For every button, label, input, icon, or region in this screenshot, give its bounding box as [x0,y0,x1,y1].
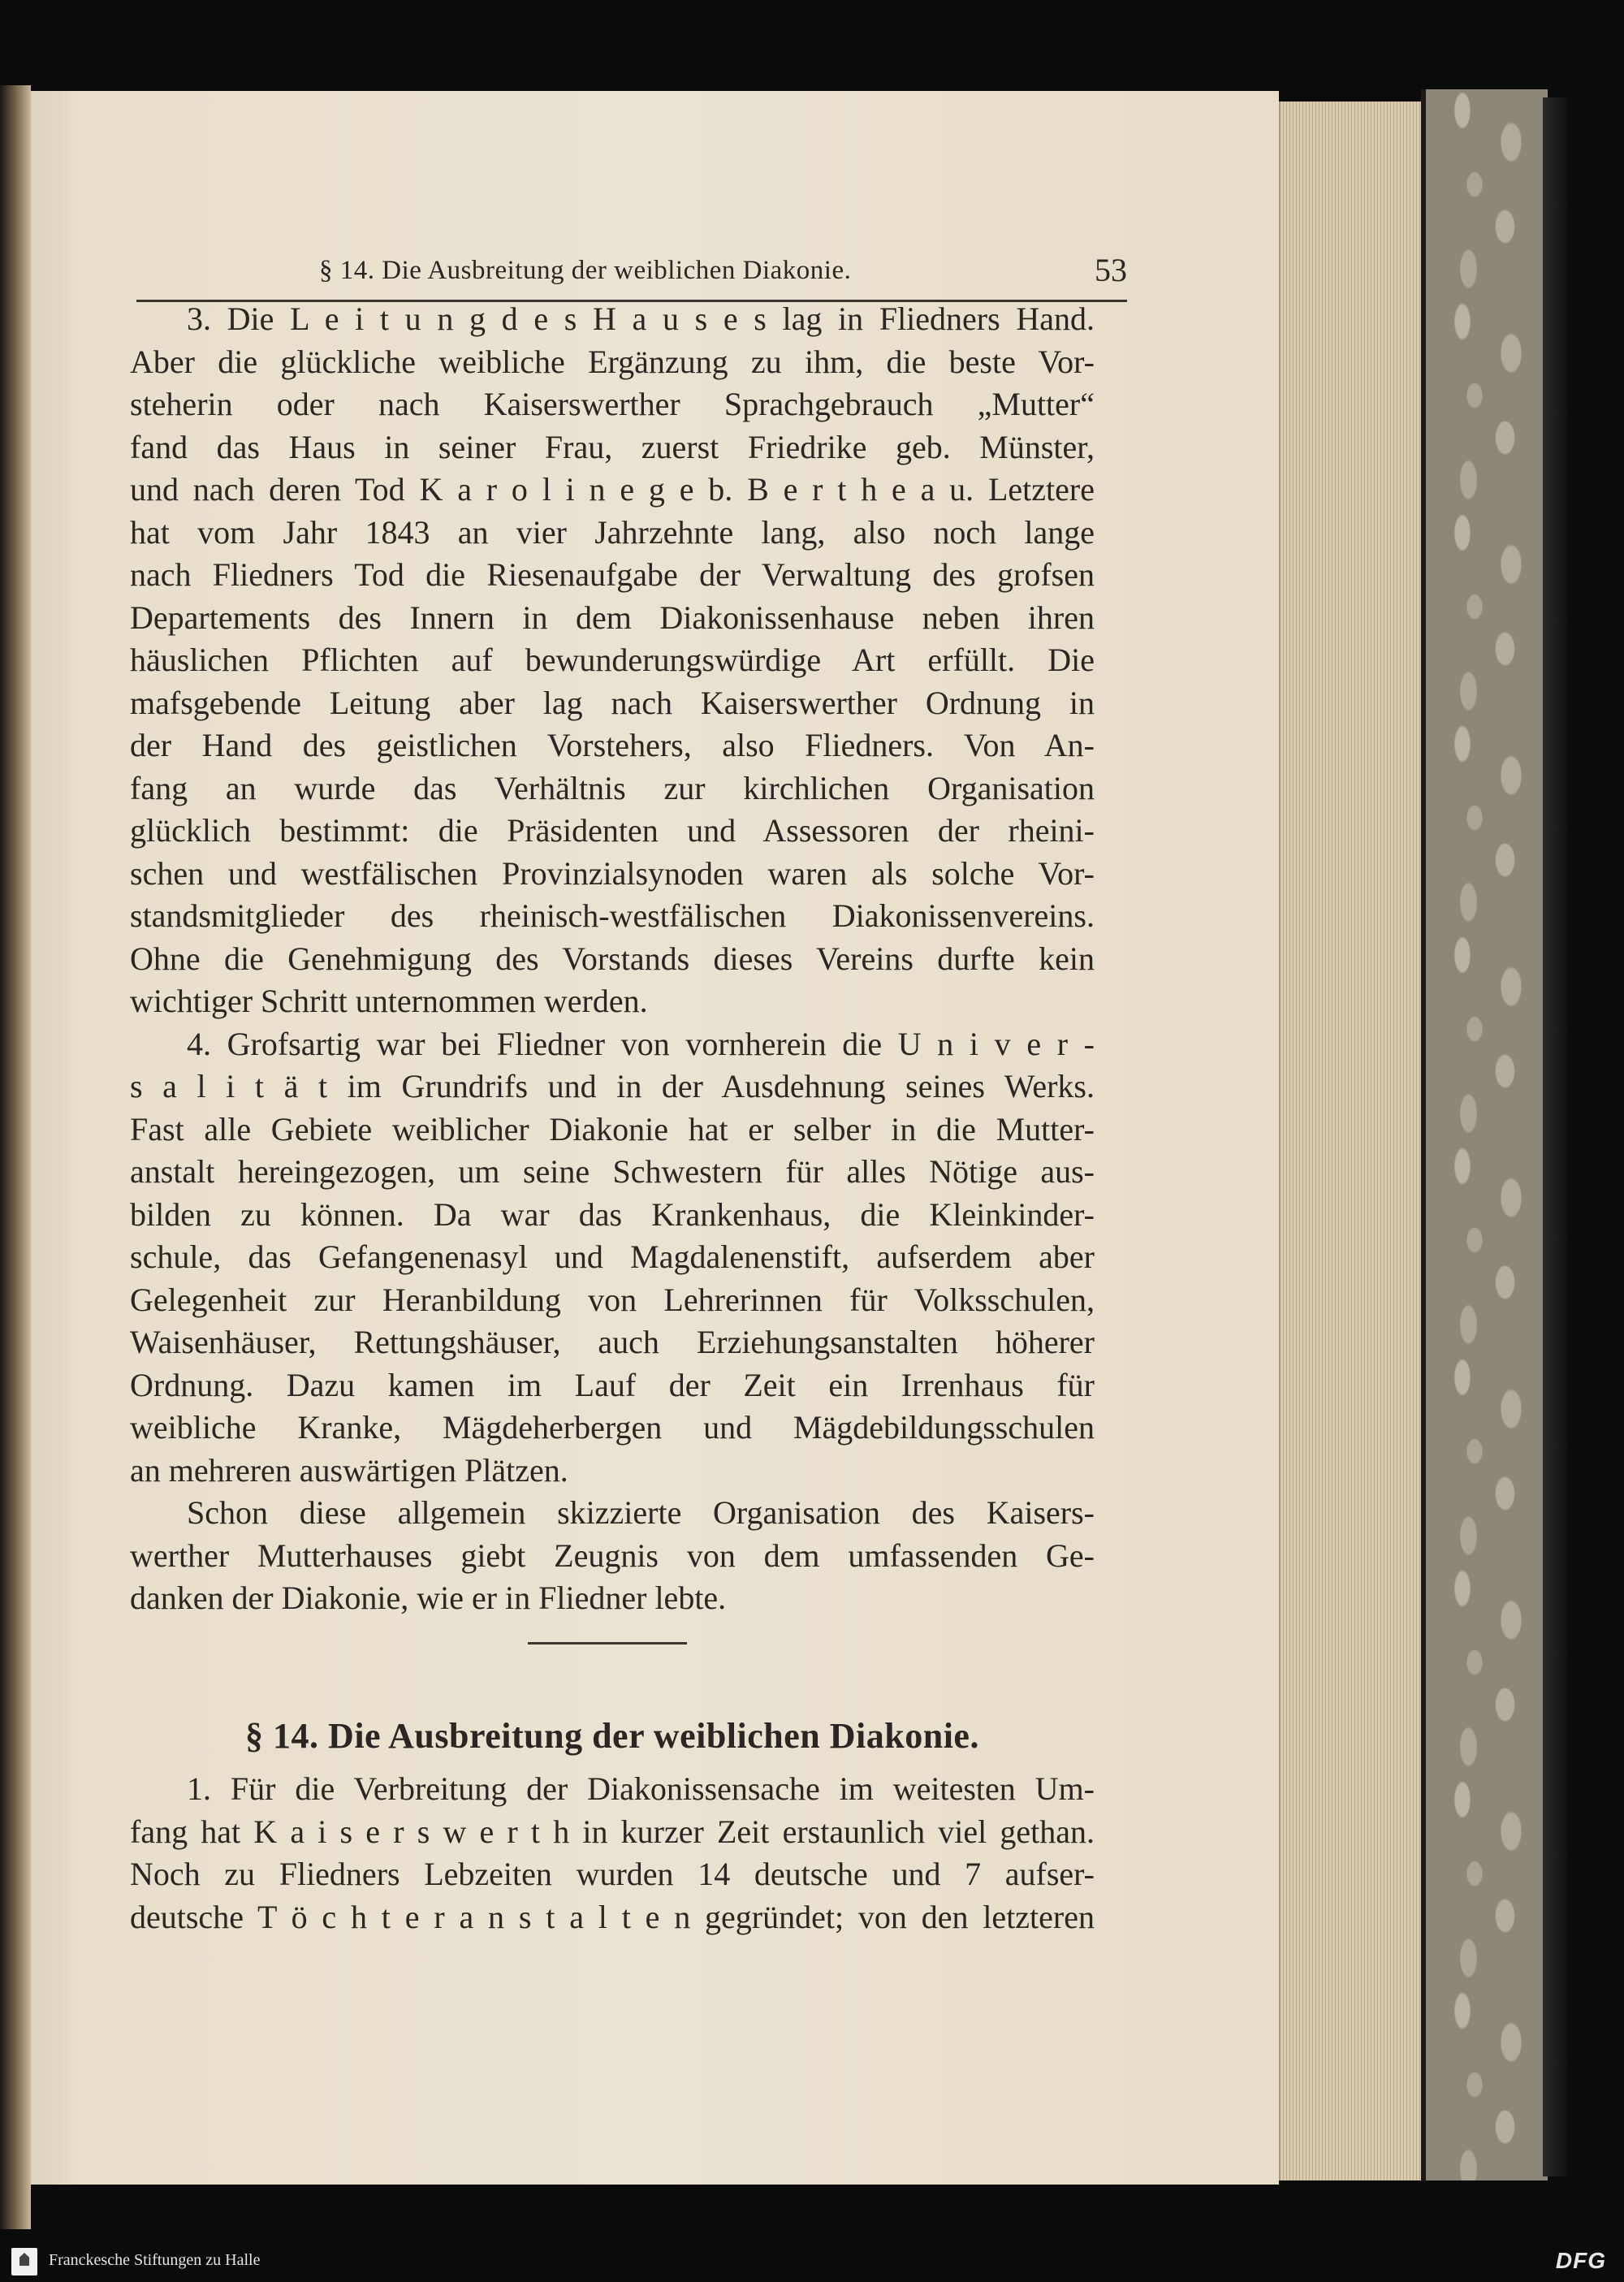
body-text-section-13 [130,298,1095,1620]
dfg-logo: DFG [1555,2248,1606,2273]
text-line: mafsgebende Leitung aber lag nach Kaiserswerther Ordnung in [130,684,1095,721]
text-line: Aber die glückliche weibliche Ergänzung zu ihm, die beste Vor- [130,343,1095,380]
text-line: schen und westfälischen Provinzialsynoden waren als solche Vor- [130,854,1095,892]
text-line: fang hat K a i s e r s w e r t h in kurzer Zeit erstaunlich viel gethan. [130,1813,1095,1850]
left-page-binding [0,85,31,2229]
running-header-title: § 14. Die Ausbreitung der weiblichen Diakonie. [319,256,852,285]
section-heading: § 14. Die Ausbreitung der weiblichen Diakonie. [245,1716,979,1756]
text-line: glücklich bestimmt: die Präsidenten und Assessoren der rheini- [130,812,1095,849]
page-number: 53 [1095,252,1127,288]
institution-logo-icon [11,2248,37,2276]
text-line: 1. Für die Verbreitung der Diakonissensache im weitesten Um- [187,1770,1095,1807]
marbled-cover [1421,89,1548,2180]
section-divider-rule [528,1642,687,1645]
text-line: fand das Haus in seiner Frau, zuerst Friedrike geb. Münster, [130,428,1095,465]
viewer-footer [0,2241,1624,2282]
text-line: s a l i t ä t im Grundrifs und in der Ausdehnung seines Werks. [130,1068,1095,1104]
body-text-section-14 [130,1768,1095,1938]
text-line: weibliche Kranke, Mägdeherbergen und Mägdebildungsschulen [130,1409,1095,1446]
text-line: Ordnung. Dazu kamen im Lauf der Zeit ein Irrenhaus für [130,1366,1095,1403]
text-line: danken der Diakonie, wie er in Fliedner lebte. [130,1580,727,1616]
text-line: und nach deren Tod K a r o l i n e g e b. B e r t h e a u. Letztere [130,471,1095,508]
text-line: werther Mutterhauses giebt Zeugnis von dem umfassenden Ge- [130,1536,1095,1574]
book-page-edges [1279,102,1423,2180]
text-line: Departements des Innern in dem Diakonissenhause neben ihren [130,599,1095,636]
text-line: Fast alle Gebiete weiblicher Diakonie hat er selber in die Mutter- [130,1110,1095,1147]
text-line: hat vom Jahr 1843 an vier Jahrzehnte lang, also noch lange [130,513,1095,551]
text-line: anstalt hereingezogen, um seine Schwestern für alles Nötige aus- [130,1153,1095,1190]
text-line: häuslichen Pflichten auf bewunderungswürdige Art erfüllt. Die [130,642,1095,678]
text-line: 4. Grofsartig war bei Fliedner von vornherein die U n i v e r - [187,1025,1095,1062]
text-line: an mehreren auswärtigen Plätzen. [130,1451,568,1489]
book-page [31,91,1279,2185]
institution-name: Franckesche Stiftungen zu Halle [49,2251,261,2269]
cover-edge [1543,97,1567,2176]
text-line: Noch zu Fliedners Lebzeiten wurden 14 deutsche und 7 aufser- [130,1856,1095,1892]
text-line: fang an wurde das Verhältnis zur kirchlichen Organisation [130,769,1095,806]
text-line: Waisenhäuser, Rettungshäuser, auch Erziehungsanstalten höherer [130,1324,1095,1360]
running-header [136,249,1127,302]
text-line: Ohne die Genehmigung des Vorstands dieses Vereins durfte kein [130,940,1095,977]
text-line: deutsche T ö c h t e r a n s t a l t e n gegründet; von den letzteren [130,1898,1095,1935]
text-line: standsmitglieder des rheinisch-westfälischen Diakonissenvereins. [130,897,1095,934]
text-line: steherin oder nach Kaiserswerther Sprachgebrauch „Mutter“ [130,386,1095,422]
text-line: der Hand des geistlichen Vorstehers, also Fliedners. Von An- [130,727,1095,763]
text-line: 3. Die L e i t u n g d e s H a u s e s lag in Fliedners Hand. [187,300,1095,337]
text-line: bilden zu können. Da war das Krankenhaus, die Kleinkinder- [130,1195,1095,1233]
text-line: Schon diese allgemein skizzierte Organisation des Kaisers- [187,1494,1095,1531]
text-line: wichtiger Schritt unternommen werden. [130,983,648,1019]
text-line: schule, das Gefangenenasyl und Magdalenenstift, aufserdem aber [130,1238,1095,1275]
text-line: Gelegenheit zur Heranbildung von Lehrerinnen für Volksschulen, [130,1281,1095,1318]
text-line: nach Fliedners Tod die Riesenaufgabe der Verwaltung des grofsen [130,556,1095,593]
